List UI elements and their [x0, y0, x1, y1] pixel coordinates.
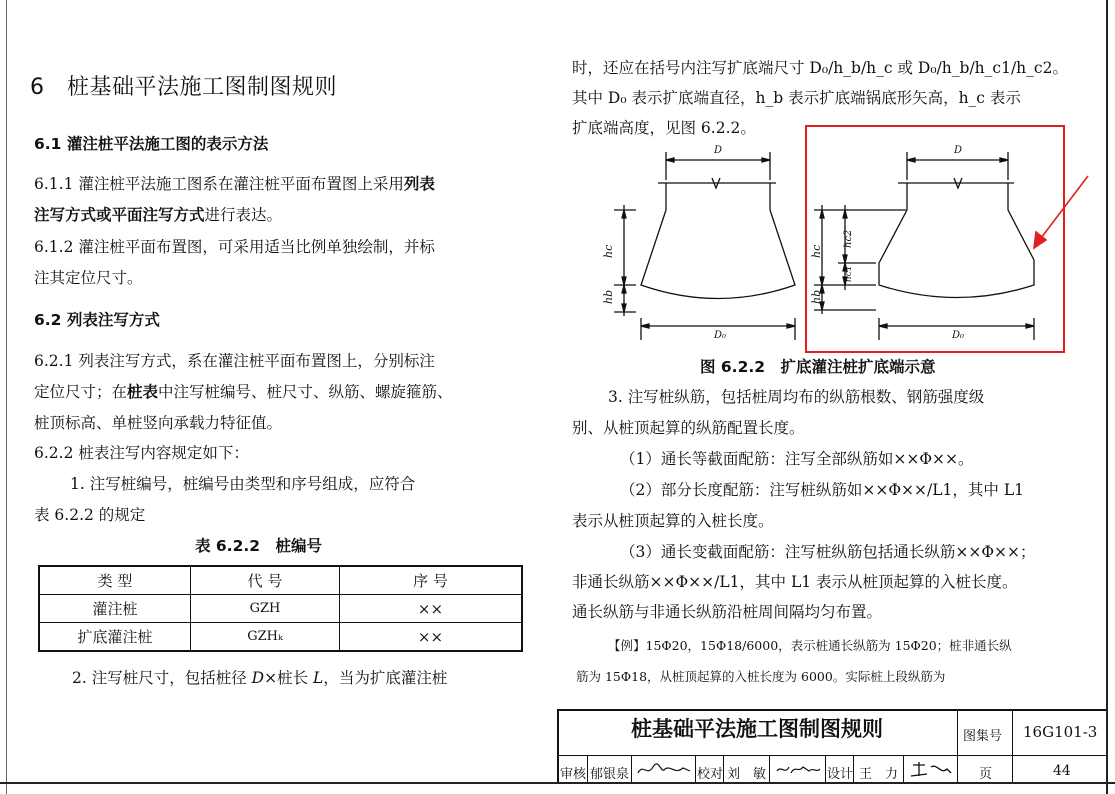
review-label: 审核 — [560, 767, 587, 782]
r3-1: （1）通长等截面配筋：注写全部纵筋如××Φ××。 — [620, 450, 974, 468]
item2-line — [72, 666, 447, 688]
section-6-1-heading: 6.1 灌注桩平法施工图的表示方法 — [34, 135, 269, 153]
para-6-2-1-text-b: 中注写桩编号、桩尺寸、纵筋、螺旋箍筋、 — [158, 383, 453, 401]
table-title: 表 6.2.2 桩编号 — [195, 537, 323, 555]
para-6-1-1-text: 6.1.1 灌注桩平法施工图系在灌注桩平面布置图上采用 — [34, 175, 404, 193]
atlas-number: 16G101-3 — [1023, 723, 1098, 741]
r3-3b: 非通长纵筋××Φ××/L1，其中 L1 表示从桩顶起算的入桩长度。 — [572, 573, 1018, 591]
title-block-title: 桩基础平法施工图制图规则 — [631, 717, 883, 741]
reviewer-name: 郁银泉 — [590, 767, 630, 782]
atlas-label: 图集号 — [963, 729, 1003, 744]
para-6-1-1-line1 — [34, 172, 435, 194]
label-hb-left: hb — [602, 289, 615, 304]
label-hb-right: hb — [810, 289, 823, 304]
label-D0-right: D₀ — [952, 330, 965, 341]
item2-var-D: D — [251, 669, 265, 687]
para-6-1-2-line1: 6.1.2 灌注桩平面布置图，可采用适当比例单独绘制，并标 — [34, 238, 435, 256]
item1-line1: 1. 注写桩编号，桩编号由类型和序号组成，应符合 — [70, 475, 416, 493]
table-cell: GZHₖ — [191, 623, 340, 652]
para-6-1-1-emphasis-2: 注写方式或平面注写方式 — [34, 206, 205, 224]
page-number: 44 — [1053, 763, 1071, 779]
example-line-a: 【例】15Φ20，15Φ18/6000，表示桩通长纵筋为 15Φ20；桩非通长纵 — [608, 638, 1012, 653]
title-block — [557, 709, 1106, 782]
label-D0-left: D₀ — [714, 330, 727, 341]
table-cell: ×× — [340, 595, 523, 623]
table-cell: GZH — [191, 595, 340, 623]
designer-signature — [907, 759, 955, 779]
chapter-title: 6 桩基础平法施工图制图规则 — [30, 75, 337, 100]
r3-2b: 表示从桩顶起算的入桩长度。 — [572, 512, 774, 530]
para-6-2-1-line1: 6.2.1 列表注写方式，系在灌注桩平面布置图上，分别标注 — [34, 352, 435, 370]
r3-2a: （2）部分长度配筋：注写桩纵筋如××Φ××/L1，其中 L1 — [620, 481, 1024, 499]
label-hc-left: hc — [602, 244, 615, 258]
r3-3a: （3）通长变截面配筋：注写桩纵筋包括通长纵筋××Φ××； — [620, 543, 1036, 561]
right-line-2: 其中 D₀ 表示扩底端直径，h_b 表示扩底端锅底形矢高，h_c 表示 — [572, 89, 1021, 107]
table-cell: 扩底灌注桩 — [39, 623, 191, 652]
right-line-1: 时，还应在括号内注写扩底端尺寸 D₀/h_b/h_c 或 D₀/h_b/h_c1/h_c2。 — [572, 59, 1068, 77]
table-header-cell: 序 号 — [340, 566, 523, 595]
pile-diagram-left — [614, 152, 795, 340]
design-label: 设计 — [827, 767, 854, 782]
para-6-2-1-text-a: 定位尺寸；在 — [34, 383, 128, 401]
para-6-2-1-line3: 桩顶标高、单桩竖向承载力特征值。 — [34, 414, 283, 432]
checker-name: 刘 敏 — [727, 767, 767, 782]
pile-code-table — [38, 565, 523, 652]
example-line-b: 筋为 15Φ18，从桩顶起算的入桩长度为 6000。实际桩上段纵筋为 — [576, 669, 946, 684]
checker-signature — [773, 759, 823, 779]
table-row — [39, 623, 522, 652]
para-6-1-1-line2 — [34, 203, 282, 225]
page-bottom-border — [0, 782, 1115, 784]
para-6-2-1-line2 — [34, 380, 453, 402]
page-left-edge — [6, 0, 7, 794]
para-6-2-2: 6.2.2 桩表注写内容规定如下： — [34, 444, 249, 462]
label-hc1: hc1 — [844, 265, 854, 282]
r3-line-b: 别、从桩顶起算的纵筋配置长度。 — [572, 419, 805, 437]
r3-3c: 通长纵筋与非通长纵筋沿桩周间隔均匀布置。 — [572, 603, 883, 621]
label-hc-right: hc — [810, 244, 823, 258]
item2-text-a: 2. 注写桩尺寸，包括桩径 — [72, 669, 252, 687]
designer-name: 王 力 — [859, 767, 899, 782]
item1-line2: 表 6.2.2 的规定 — [34, 506, 146, 524]
item2-var-L: L — [313, 669, 324, 687]
para-6-1-2-line2: 注其定位尺寸。 — [34, 269, 143, 287]
table-header-cell: 类 型 — [39, 566, 191, 595]
section-6-2-heading: 6.2 列表注写方式 — [34, 311, 160, 329]
figure-caption: 图 6.2.2 扩底灌注桩扩底端示意 — [700, 358, 936, 376]
check-label: 校对 — [697, 767, 724, 782]
right-line-3: 扩底端高度，见图 6.2.2。 — [572, 119, 756, 137]
table-row — [39, 595, 522, 623]
label-D-left: D — [714, 145, 723, 156]
para-6-2-1-emphasis: 桩表 — [127, 383, 159, 401]
reviewer-signature — [635, 759, 693, 779]
table-header-cell: 代 号 — [191, 566, 340, 595]
page-label: 页 — [979, 767, 993, 782]
page-right-border — [1106, 0, 1108, 794]
item2-text-b: ，当为扩底灌注桩 — [323, 669, 448, 687]
table-header-row — [39, 566, 522, 595]
label-hc2: hc2 — [843, 229, 854, 248]
item2-text-mid: ×桩长 — [264, 669, 314, 687]
para-6-1-1-text-2: 进行表达。 — [204, 206, 283, 224]
table-cell: 灌注桩 — [39, 595, 191, 623]
highlight-box — [805, 125, 1065, 353]
table-cell: ×× — [340, 623, 523, 652]
r3-line-a: 3. 注写桩纵筋，包括桩周均布的纵筋根数、钢筋强度级 — [608, 388, 985, 406]
para-6-1-1-emphasis: 列表 — [403, 175, 435, 193]
label-D-right: D — [954, 145, 963, 156]
